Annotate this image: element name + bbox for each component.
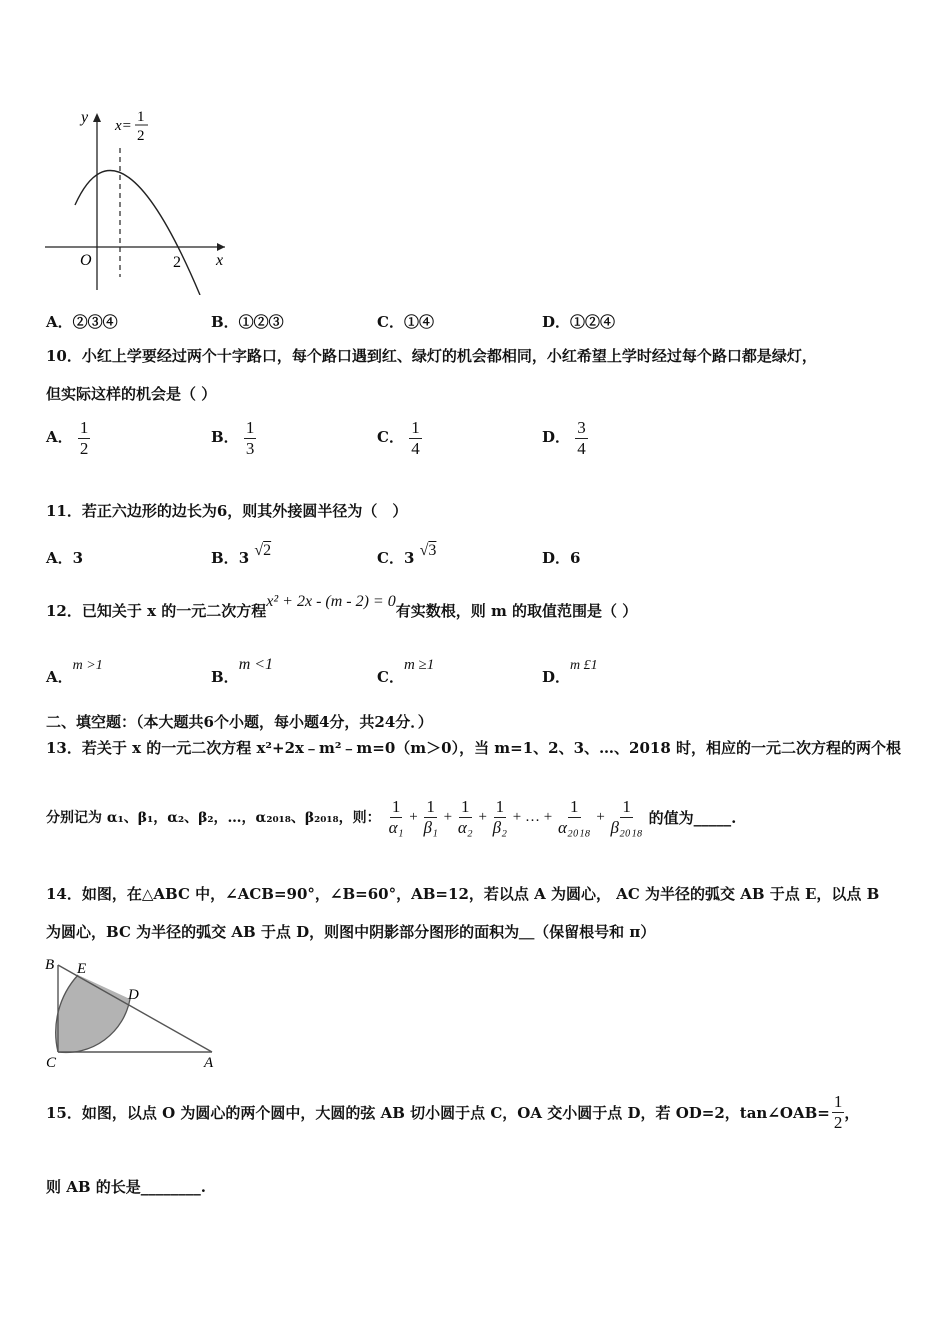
q15-stem-2: 则 AB 的长是________. <box>46 1178 206 1196</box>
parabola-graph <box>40 105 240 295</box>
label-a: A <box>204 1055 214 1070</box>
q14-stem-1: 14．如图，在△ABC 中，∠ACB=90°，∠B=60°，AB=12，若以点 A 为圆心， AC 为半径的弧交 AB 于点 E，以点 B <box>46 885 880 903</box>
q12-option-c: C．m ≥1 <box>377 657 435 686</box>
q10-option-a: A． $\frac{1}{2}$ <box>46 418 89 458</box>
q10-frac-a: $\frac{1}{2}$ <box>79 418 89 458</box>
q14-stem-2: 为圆心，BC 为半径的弧交 AB 于点 D，则图中阴影部分图形的面积为＿（保留根号和 π） <box>46 923 656 941</box>
q15-stem-1: 15．如图，以点 O 为圆心的两个圆中，大圆的弦 AB 切小圆于点 C，OA 交小圆于点 D，若 OD=2，tan∠OAB= $\frac{1}{2}$ ， <box>46 1092 860 1132</box>
q10-option-b: B． $\frac{1}{3}$ <box>211 418 255 458</box>
q13-ellipsis: … <box>525 808 541 825</box>
q10-frac-d: $\frac{3}{4}$ <box>577 418 586 458</box>
q13-term-6: $\frac{1}{\text{β₂₀₁₈}}$ <box>610 797 643 837</box>
q10-stem-2: 但实际这样的机会是（ ） <box>46 385 217 403</box>
q10-option-d: D． $\frac{3}{4}$ <box>542 418 586 458</box>
q9-option-b: B．①②③ <box>211 313 284 331</box>
q12-equation: x² + 2x - (m - 2) = 0 <box>266 593 396 610</box>
x-axis-arrow <box>217 243 225 251</box>
q9-option-a: A．②③④ <box>46 313 118 331</box>
q13-term-1: $\frac{1}{\text{α₁}}$ <box>388 797 404 837</box>
q13-stem-2: 分别记为 α₁、β₁，α₂、β₂，…，α₂₀₁₈、β₂₀₁₈，则： $\frac{1}{\text{α₁}}$ + $\frac{1}{\text{β₁}}$ + $\frac{1}{\text{α₂}}$ + $\frac{1}{\text{β₂}}$ + … + $\frac{1}{\text{α₂₀₁₈}}$ + $\frac{1}{\text{β₂₀₁₈}}$ 的值为_____. <box>46 797 737 837</box>
parabola-curve <box>75 171 200 295</box>
q11-option-a: A．3 <box>46 549 84 567</box>
half-num: 1 <box>137 109 145 125</box>
q9-option-c: C．①④ <box>377 313 434 331</box>
q10-stem-1: 10．小红上学要经过两个十字路口，每个路口遇到红、绿灯的机会都相同，小红希望上学时经过每个路口都是绿灯， <box>46 347 817 365</box>
q12-option-d: D．m £1 <box>542 658 598 686</box>
y-label: y <box>81 109 89 126</box>
q10-option-c: C． $\frac{1}{4}$ <box>377 418 420 458</box>
x-label: x <box>216 252 224 269</box>
root-label: 2 <box>173 254 181 271</box>
q12-option-a: A．m >1 <box>46 658 103 686</box>
shaded-region <box>56 975 130 1052</box>
q12-option-b: B．m <1 <box>211 656 274 686</box>
q10-frac-b: $\frac{1}{3}$ <box>245 418 255 458</box>
q13-term-3: $\frac{1}{\text{α₂}}$ <box>457 797 473 837</box>
q13-term-5: $\frac{1}{\text{α₂₀₁₈}}$ <box>557 797 591 837</box>
y-axis-arrow <box>93 113 101 122</box>
label-e: E <box>77 961 87 977</box>
q10-frac-c: $\frac{1}{4}$ <box>411 418 420 458</box>
q13-stem-1: 13．若关于 x 的一元二次方程 x²+2x﹣m²﹣m=0（m＞0），当 m=1、2、3、…、2018 时，相应的一元二次方程的两个根 <box>46 739 902 757</box>
label-c: C <box>46 1055 57 1070</box>
q15-half: $\frac{1}{2}$ <box>833 1092 843 1132</box>
q12-stem: 12．已知关于 x 的一元二次方程x² + 2x - (m - 2) = 0有实数根，则 m 的取值范围是（ ） <box>46 593 638 620</box>
triangle-figure <box>42 955 222 1070</box>
section-2-heading: 二、填空题：（本大题共6个小题，每小题4分，共24分．） <box>46 713 433 731</box>
q11-option-d: D．6 <box>542 549 581 567</box>
q11-stem: 11．若正六边形的边长为6，则其外接圆半径为（ ） <box>46 502 408 520</box>
axis-eq-label: x= <box>115 118 132 134</box>
q13-term-4: $\frac{1}{\text{β₂}}$ <box>492 797 508 837</box>
origin-label: O <box>80 252 92 269</box>
q11-option-b: B．3 √2 <box>211 542 272 567</box>
q13-term-2: $\frac{1}{\text{β₁}}$ <box>423 797 438 837</box>
label-d: D <box>128 987 139 1003</box>
q9-option-d: D．①②④ <box>542 313 616 331</box>
half-den: 2 <box>137 128 145 144</box>
q11-option-c: C．3 √3 <box>377 542 437 567</box>
label-b: B <box>45 957 55 973</box>
